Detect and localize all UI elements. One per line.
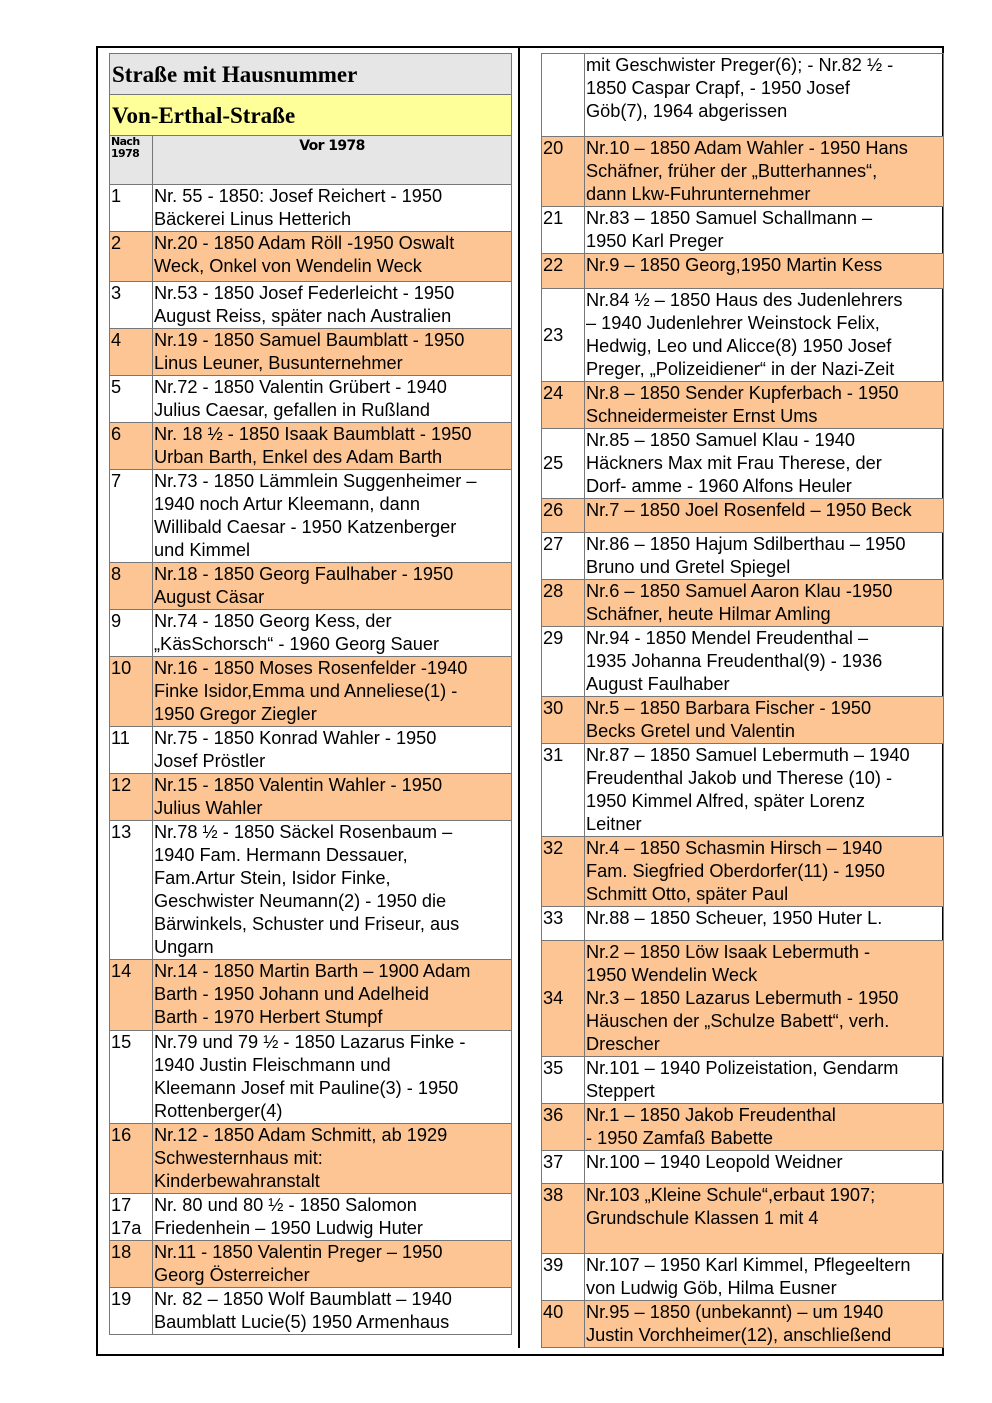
row-number: 9: [110, 610, 153, 657]
row-description: Nr.95 – 1850 (unbekannt) – um 1940 Justin Vorchheimer(12), anschließend: [585, 1301, 944, 1348]
table-row: [542, 1184, 944, 1254]
row-description: Nr. 82 – 1850 Wolf Baumblatt – 1940 Baumblatt Lucie(5) 1950 Armenhaus: [153, 1288, 512, 1335]
right-table: [541, 53, 944, 1348]
table-row: [542, 1057, 944, 1104]
table-title: Straße mit Hausnummer: [110, 54, 512, 95]
table-row: [110, 232, 512, 282]
row-description: Nr.15 - 1850 Valentin Wahler - 1950 Julius Wahler: [153, 774, 512, 821]
row-description: Nr.107 – 1950 Karl Kimmel, Pflegeeltern von Ludwig Göb, Hilma Eusner: [585, 1254, 944, 1301]
row-description: Nr.53 - 1850 Josef Federleicht - 1950 August Reiss, später nach Australien: [153, 282, 512, 329]
row-number: 4: [110, 329, 153, 376]
row-number: 32: [542, 837, 585, 907]
table-row: [542, 382, 944, 429]
table-row: [542, 697, 944, 744]
row-number: 12: [110, 774, 153, 821]
table-row: [110, 727, 512, 774]
row-description: Nr.9 – 1850 Georg,1950 Martin Kess: [585, 254, 944, 289]
row-number: 6: [110, 423, 153, 470]
row-description: Nr.5 – 1850 Barbara Fischer - 1950 Becks Gretel und Valentin: [585, 697, 944, 744]
row-number: 1: [110, 185, 153, 232]
table-row: [110, 563, 512, 610]
row-description: Nr.7 – 1850 Joel Rosenfeld – 1950 Beck: [585, 499, 944, 533]
right-table-body: [542, 54, 944, 1348]
street-row: [110, 95, 512, 136]
table-row: [110, 657, 512, 727]
table-row: [110, 185, 512, 232]
table-row: [110, 470, 512, 563]
row-number: 35: [542, 1057, 585, 1104]
row-number: 23: [542, 289, 585, 382]
row-number: 21: [542, 207, 585, 254]
row-number: 20: [542, 137, 585, 207]
row-description: Nr.86 – 1850 Hajum Sdilberthau – 1950 Bruno und Gretel Spiegel: [585, 533, 944, 580]
table-row: [110, 1031, 512, 1124]
left-table: [109, 53, 512, 1335]
row-number: 38: [542, 1184, 585, 1254]
row-number: 31: [542, 744, 585, 837]
table-row: [542, 1104, 944, 1151]
table-row: [110, 960, 512, 1031]
table-row: [542, 499, 944, 533]
row-number: 28: [542, 580, 585, 627]
table-row: [542, 1151, 944, 1184]
table-row: [542, 837, 944, 907]
row-number: 22: [542, 254, 585, 289]
table-row: [110, 423, 512, 470]
row-description: Nr.85 – 1850 Samuel Klau - 1940 Häckners Max mit Frau Therese, der Dorf- amme - 1960 Alfons Heuler: [585, 429, 944, 499]
row-description: Nr.19 - 1850 Samuel Baumblatt - 1950 Linus Leuner, Busunternehmer: [153, 329, 512, 376]
row-description: Nr.11 - 1850 Valentin Preger – 1950 Georg Österreicher: [153, 1241, 512, 1288]
table-row: [542, 289, 944, 382]
row-number: 10: [110, 657, 153, 727]
row-number: 3: [110, 282, 153, 329]
row-number: 40: [542, 1301, 585, 1348]
row-number: 37: [542, 1151, 585, 1184]
table-row: [110, 774, 512, 821]
row-description: Nr.100 – 1940 Leopold Weidner: [585, 1151, 944, 1184]
row-number: 34: [542, 941, 585, 1057]
row-description: Nr. 55 - 1850: Josef Reichert - 1950 Bäckerei Linus Hetterich: [153, 185, 512, 232]
row-description: Nr.8 – 1850 Sender Kupferbach - 1950 Schneidermeister Ernst Ums: [585, 382, 944, 429]
row-description: Nr.83 – 1850 Samuel Schallmann – 1950 Karl Preger: [585, 207, 944, 254]
column-divider: [518, 46, 520, 1348]
table-row: [542, 580, 944, 627]
table-row: [110, 329, 512, 376]
street-name: Von-Erthal-Straße: [110, 95, 512, 136]
row-description: Nr.6 – 1850 Samuel Aaron Klau -1950 Schäfner, heute Hilmar Amling: [585, 580, 944, 627]
row-description: Nr.73 - 1850 Lämmlein Suggenheimer – 1940 noch Artur Kleemann, dann Willibald Caesar - 1950 Katzenberger und Kimmel: [153, 470, 512, 563]
row-description: Nr.103 „Kleine Schule“,erbaut 1907; Grundschule Klassen 1 mit 4: [585, 1184, 944, 1254]
table-row: [542, 1301, 944, 1348]
row-number: 18: [110, 1241, 153, 1288]
table-row: [542, 941, 944, 1057]
table-row: [542, 254, 944, 289]
table-row: [542, 137, 944, 207]
table-row: [110, 610, 512, 657]
row-number: 8: [110, 563, 153, 610]
row-description: Nr.16 - 1850 Moses Rosenfelder -1940 Finke Isidor,Emma und Anneliese(1) - 1950 Gregor Ziegler: [153, 657, 512, 727]
row-number: 13: [110, 821, 153, 960]
row-number: 17 17a: [110, 1194, 153, 1241]
table-row: [110, 1124, 512, 1194]
table-row: [110, 821, 512, 960]
row-description: Nr.88 – 1850 Scheuer, 1950 Huter L.: [585, 907, 944, 941]
row-description: Nr.84 ½ – 1850 Haus des Judenlehrers – 1940 Judenlehrer Weinstock Felix, Hedwig, Leo und Alicce(8) 1950 Josef Preger, „Polizeidiener“ in der Nazi-Zeit: [585, 289, 944, 382]
row-description: Nr.20 - 1850 Adam Röll -1950 Oswalt Weck, Onkel von Wendelin Weck: [153, 232, 512, 282]
table-row: [110, 1288, 512, 1335]
row-description: Nr.1 – 1850 Jakob Freudenthal - 1950 Zamfaß Babette: [585, 1104, 944, 1151]
row-number: 25: [542, 429, 585, 499]
row-number: 36: [542, 1104, 585, 1151]
row-number: 16: [110, 1124, 153, 1194]
table-row: [542, 907, 944, 941]
row-description: Nr.12 - 1850 Adam Schmitt, ab 1929 Schwesternhaus mit: Kinderbewahranstalt: [153, 1124, 512, 1194]
table-row: [542, 429, 944, 499]
table-row: [110, 1241, 512, 1288]
row-description: Nr.79 und 79 ½ - 1850 Lazarus Finke - 1940 Justin Fleischmann und Kleemann Josef mit Pauline(3) - 1950 Rottenberger(4): [153, 1031, 512, 1124]
row-description: Nr.94 - 1850 Mendel Freudenthal – 1935 Johanna Freudenthal(9) - 1936 August Faulhaber: [585, 627, 944, 697]
row-number: 7: [110, 470, 153, 563]
row-description: Nr.18 - 1850 Georg Faulhaber - 1950 August Cäsar: [153, 563, 512, 610]
row-number: 2: [110, 232, 153, 282]
table-row: [542, 54, 944, 137]
row-number: 29: [542, 627, 585, 697]
column-header-after-1978: Nach 1978: [110, 136, 153, 185]
table-row: [542, 744, 944, 837]
row-number: 15: [110, 1031, 153, 1124]
row-number: [542, 54, 585, 137]
row-number: 27: [542, 533, 585, 580]
row-number: 26: [542, 499, 585, 533]
row-number: 33: [542, 907, 585, 941]
row-description: Nr.87 – 1850 Samuel Lebermuth – 1940 Freudenthal Jakob und Therese (10) - 1950 Kimmel Alfred, später Lorenz Leitner: [585, 744, 944, 837]
table-row: [110, 282, 512, 329]
title-row: [110, 54, 512, 95]
row-number: 30: [542, 697, 585, 744]
row-description: Nr.78 ½ - 1850 Säckel Rosenbaum – 1940 Fam. Hermann Dessauer, Fam.Artur Stein, Isidor Finke, Geschwister Neumann(2) - 1950 die Bärwinkels, Schuster und Friseur, aus Ungarn: [153, 821, 512, 960]
table-row: [110, 376, 512, 423]
row-description: Nr.74 - 1850 Georg Kess, der „KäsSchorsch“ - 1960 Georg Sauer: [153, 610, 512, 657]
row-description: Nr. 18 ½ - 1850 Isaak Baumblatt - 1950 Urban Barth, Enkel des Adam Barth: [153, 423, 512, 470]
row-description: Nr.75 - 1850 Konrad Wahler - 1950 Josef Pröstler: [153, 727, 512, 774]
row-number: 19: [110, 1288, 153, 1335]
column-header-row: [110, 136, 512, 185]
row-description: Nr. 80 und 80 ½ - 1850 Salomon Friedenhein – 1950 Ludwig Huter: [153, 1194, 512, 1241]
row-number: 39: [542, 1254, 585, 1301]
table-row: [542, 627, 944, 697]
row-number: 14: [110, 960, 153, 1031]
row-description: Nr.4 – 1850 Schasmin Hirsch – 1940 Fam. Siegfried Oberdorfer(11) - 1950 Schmitt Otto, später Paul: [585, 837, 944, 907]
row-description: mit Geschwister Preger(6); - Nr.82 ½ - 1850 Caspar Crapf, - 1950 Josef Göb(7), 1964 abgerissen: [585, 54, 944, 137]
row-description: Nr.101 – 1940 Polizeistation, Gendarm Steppert: [585, 1057, 944, 1104]
table-row: [542, 1254, 944, 1301]
row-description: Nr.72 - 1850 Valentin Grübert - 1940 Julius Caesar, gefallen in Rußland: [153, 376, 512, 423]
table-row: [542, 533, 944, 580]
row-description: Nr.10 – 1850 Adam Wahler - 1950 Hans Schäfner, früher der „Butterhannes“, dann Lkw-Fuhrunternehmer: [585, 137, 944, 207]
row-description: Nr.2 – 1850 Löw Isaak Lebermuth - 1950 Wendelin Weck Nr.3 – 1850 Lazarus Lebermuth - 1950 Häuschen der „Schulze Babett“, verh. Drescher: [585, 941, 944, 1057]
row-description: Nr.14 - 1850 Martin Barth – 1900 Adam Barth - 1950 Johann und Adelheid Barth - 1970 Herbert Stumpf: [153, 960, 512, 1031]
row-number: 11: [110, 727, 153, 774]
row-number: 5: [110, 376, 153, 423]
table-row: [110, 1194, 512, 1241]
table-row: [542, 207, 944, 254]
left-table-body: [110, 185, 512, 1335]
row-number: 24: [542, 382, 585, 429]
column-header-before-1978: Vor 1978: [153, 136, 512, 185]
